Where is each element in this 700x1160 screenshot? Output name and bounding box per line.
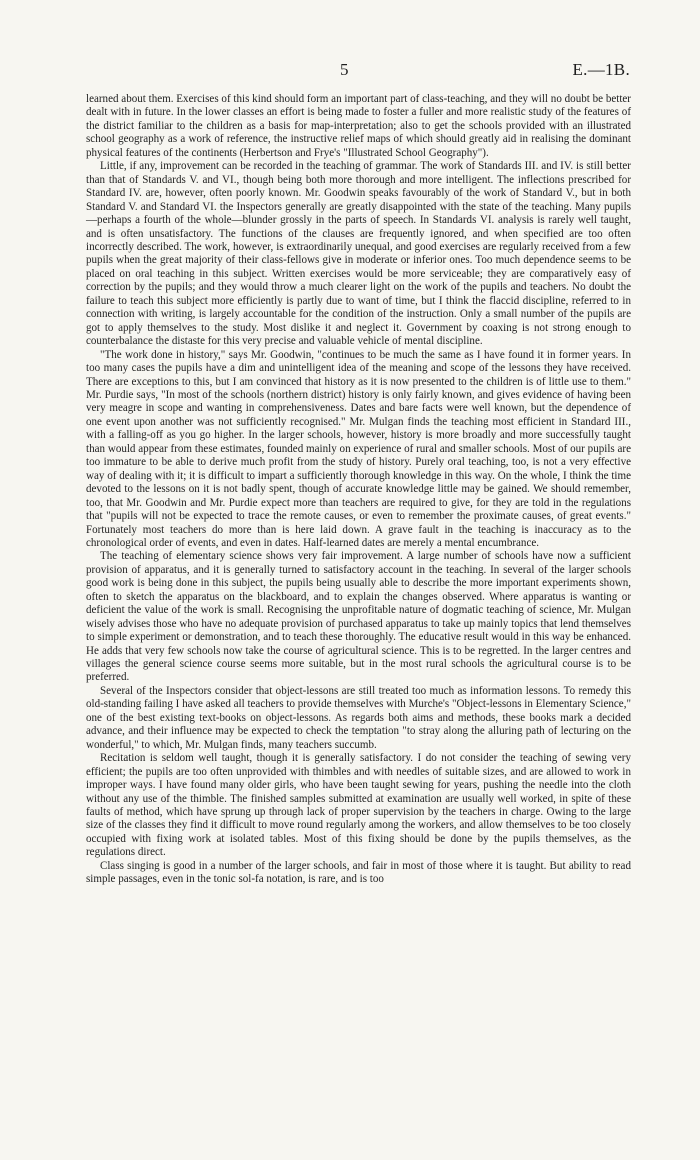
paragraph-recitation-sewing: Recitation is seldom well taught, though it is generally satisfactory. I do not consider the teaching of sewing very efficient; the pupils are too often unprovided with thimbles and with needles of suitable sizes, and are allowed to work in improper ways. I have found many older girls, who have been taught sewing for years, pushing the needle into the cloth without any use of the thimble. The finished samples submitted at examination are usually well worked, in spite of these faults of method, which have sprung up through lack of proper supervision by the teachers in charge. Owing to the large size of the classes they find it difficult to move round regularly among the workers, and allow themselves to be too closely occupied with fixing work at isolated tables. Most of this fixing should be done by the pupils themselves, as the regulations direct. [86, 752, 631, 859]
page-number: 5 [340, 60, 349, 79]
paragraph-history: "The work done in history," says Mr. Goodwin, "continues to be much the same as I have found it in former years. In too many cases the pupils have a dim and unintelligent idea of the meaning and scope of the lessons they have received. There are exceptions to this, but I am convinced that history as it is now presented to the children is of little use to them." Mr. Purdie says, "In most of the schools (northern district) history is only fairly known, and gives evidence of having been very meagre in scope and wanting in comprehensiveness. Dates and bare facts were well known, but the dependence of one event upon another was not sufficiently recognised." Mr. Mulgan finds the teaching most efficient in Standard III., with a falling-off as you go higher. In the larger schools, however, history is more broadly and more successfully taught than would appear from these estimates, founded mainly on experience of rural and smaller schools. Most of our pupils are too immature to be able to derive much profit from the study of history. Purely oral teaching, too, is not a very effective way of dealing with it; it is difficult to impart a sufficiently thorough knowledge in this way. On the whole, I think the time devoted to the lessons on it is not badly spent, though of accurate knowledge little may be gained. We should remember, too, that Mr. Goodwin and Mr. Purdie expect more than teachers are required to give, for they are told in the regulations that "pupils will not be expected to trace the remote causes, or even to remember the proximate causes, of great events." Fortunately most teachers do more than is here laid down. A grave fault in the teaching is inaccuracy as to the chronological order of events, and even in dates. Half-learned dates are merely a mental encumbrance. [86, 348, 631, 549]
paragraph-grammar: Little, if any, improvement can be recorded in the teaching of grammar. The work of Standards III. and IV. is still better than that of Standards V. and VI., though being both more thorough and more intelligent. The inflections prescribed for Standard IV. are, however, often poorly known. Mr. Goodwin speaks favourably of the work of Standard V., but in both Standard V. and Standard VI. the Inspectors generally are greatly disappointed with the state of the teaching. Many pupils—perhaps a fourth of the whole—blunder grossly in the parts of speech. In Standards VI. analysis is rarely well taught, and is often unsatisfactory. The functions of the clauses are frequently ignored, and when specified are too often incorrectly described. The work, however, is extraordinarily unequal, and good exercises are regularly received from a few pupils when the great majority of their class-fellows give in moderate or inferior ones. Too much dependence seems to be placed on oral teaching in this subject. Written exercises would be more serviceable; they are comparatively easy of correction by the pupils; and they would throw a much clearer light on the work of the pupils and teachers. No doubt the failure to teach this subject more efficiently is partly due to want of time, but I think the flaccid discipline, referred to in connection with writing, is largely accountable for the condition of the instruction. Only a small number of the pupils are got to apply themselves to the study. Most dislike it and neglect it. Government by coaxing is not strong enough to counterbalance the distaste for this very precise and valuable vehicle of mental discipline. [86, 160, 631, 348]
paragraph-class-singing: Class singing is good in a number of the larger schools, and fair in most of those where it is taught. But ability to read simple passages, even in the tonic sol-fa notation, is rare, and is too [86, 859, 631, 886]
paragraph-object-lessons: Several of the Inspectors consider that object-lessons are still treated too much as information lessons. To remedy this old-standing failing I have asked all teachers to provide themselves with Murche's "Object-lessons in Elementary Science," one of the best existing text-books on object-lessons. As regards both aims and methods, these books mark a decided advance, and their influence may be expected to check the temptation "to stray along the alluring path of lecturing on the wonderful," to which, Mr. Mulgan finds, many teachers succumb. [86, 684, 631, 751]
paragraph-elementary-science: The teaching of elementary science shows very fair improvement. A large number of schools have now a sufficient provision of apparatus, and it is generally turned to satisfactory account in the teaching. In several of the larger schools good work is being done in this subject, the pupils being usually able to describe the more important experiments shown, often to sketch the apparatus on the blackboard, and to explain the changes observed. Where apparatus is wanting or deficient the value of the work is small. Recognising the unprofitable nature of dogmatic teaching of science, Mr. Mulgan wisely advises those who have no adequate provision of purchased apparatus to take up mainly topics that lend themselves to simple experiment or demonstration, and to teach these thoroughly. The educative result would in this way be enhanced. He adds that very few schools now take the course of agricultural science. This is to be regretted. In the larger centres and villages the general science course seems more suitable, but in the most rural schools the agricultural course is to be preferred. [86, 550, 631, 684]
report-body [86, 93, 631, 887]
document-reference: E.—1B. [572, 60, 630, 79]
page-header [86, 60, 630, 82]
paragraph-geography-continued: learned about them. Exercises of this kind should form an important part of class-teaching, and they will no doubt be better dealt with in future. In the lower classes an effort is being made to foster a fuller and more realistic study of the features of the district familiar to the children as a basis for map-interpretation; also to get the schools provided with an illustrated school geography as a work of reference, the instructive relief maps of which should greatly aid in realising the dominant physical features of the continents (Herbertson and Frye's "Illustrated School Geography"). [86, 93, 631, 159]
